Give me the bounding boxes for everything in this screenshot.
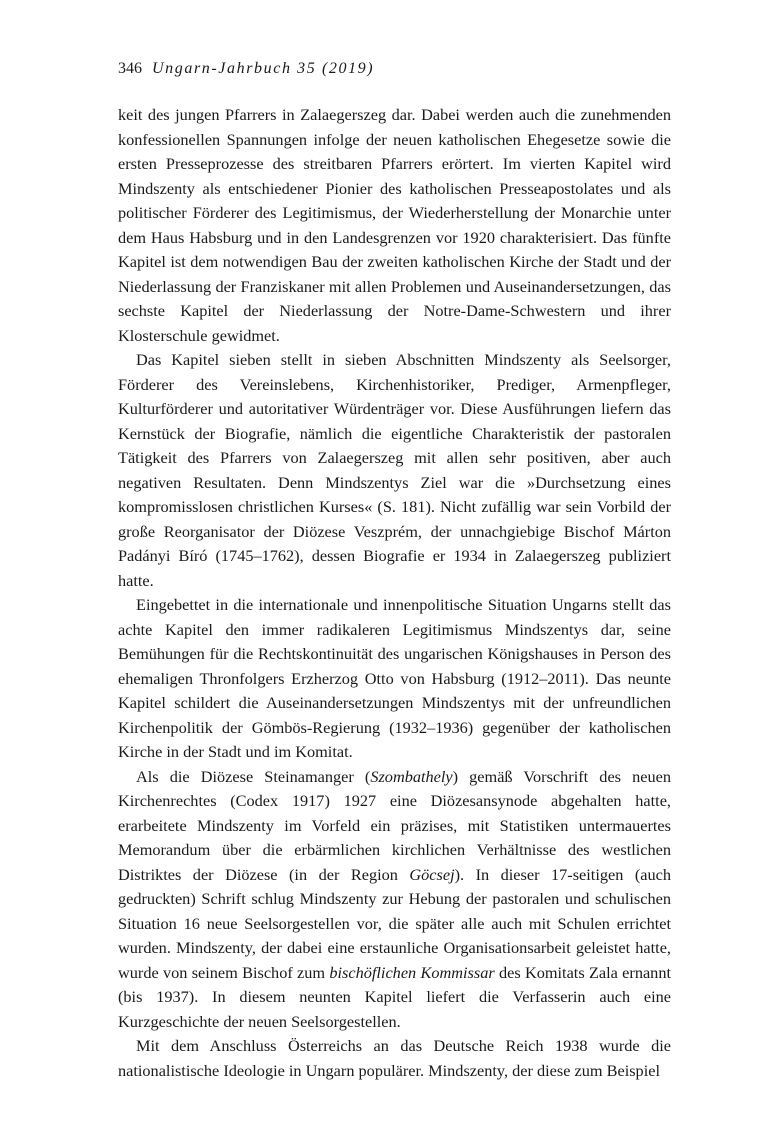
text-run: Das Kapitel sieben stellt in sieben Abschnitten Mindszenty als Seelsorger, Förderer des Vereinslebens, Kirchenhistoriker, Prediger, Armenpfleger, Kulturförderer und autoritativer Würdenträger vor. Diese Ausführungen liefern das Kernstück der Biografie, nämlich die eigentliche Charakteristik der pastoralen Tätigkeit des Pfarrers von Zalaegerszeg mit allen sehr positiven, aber auch negativen Resultaten. Denn Mindszentys Ziel war die »Durchsetzung eines kompromisslosen christlichen Kurses« (S. 181). Nicht zufällig war sein Vorbild der große Reorganisator der Diözese Veszprém, der unnachgiebige Bischof Márton Padányi Bíró (1745–1762), dessen Biografie er 1934 in Zalaegerszeg publiziert hatte. — [118, 350, 671, 590]
text-run: ) gemäß Vorschrift des neuen Kirchenrechtes (Codex 1917) 1927 eine Diözesansynode abgehalten hatte, erarbeitete Mindszenty im Vorfeld ein präzises, mit Statistiken untermauertes Memorandum über die erbärmlichen kirchlichen Verhältnisse des westlichen Distriktes der Diözese (in der Region — [118, 766, 671, 884]
page-number: 346 — [118, 60, 142, 77]
paragraph — [118, 348, 671, 593]
running-head — [118, 58, 671, 80]
paragraph — [118, 1034, 671, 1083]
journal-title: Ungarn-Jahrbuch 35 (2019) — [152, 60, 375, 77]
text-run: ). In dieser 17-seitigen (auch gedruckten) Schrift schlug Mindszenty zur Hebung der pastoralen und schulischen Situation 16 neue Seelsorgestellen vor, die später alle auch mit Schulen errichtet wurden. Mindszenty, der dabei eine erstaunliche Organisationsarbeit geleistet hatte, wurde von seinem Bischof zum — [118, 864, 671, 982]
italic-text: bischöflichen Kommissar — [329, 962, 495, 982]
paragraph — [118, 593, 671, 765]
text-run: Als die Diözese Steinamanger ( — [136, 766, 371, 786]
italic-text: Szombathely — [370, 766, 453, 786]
document-page — [118, 58, 671, 1083]
text-run: Mit dem Anschluss Österreichs an das Deutsche Reich 1938 wurde die nationalistische Ideologie in Ungarn populärer. Mindszenty, der diese zum Beispiel — [118, 1036, 671, 1080]
italic-text: Göcsej — [409, 864, 455, 884]
paragraph — [118, 765, 671, 1035]
text-run: des Komitats Zala ernannt (bis 1937). In diesem neunten Kapitel liefert die Verfasserin auch eine Kurzgeschichte der neuen Seelsorgestellen. — [118, 962, 671, 1031]
paragraph — [118, 103, 671, 348]
text-run: keit des jungen Pfarrers in Zalaegerszeg dar. Dabei werden auch die zunehmenden konfessionellen Spannungen infolge der neuen katholischen Ehegesetze sowie die ersten Presseprozesse des streitbaren Pfarrers erörtert. Im vierten Kapitel wird Mindszenty als entschiedener Pionier des katholischen Presseapostolates und als politischer Förderer des Legitimismus, der Wiederherstellung der Monarchie unter dem Haus Habsburg und in den Landesgrenzen vor 1920 charakterisiert. Das fünfte Kapitel ist dem notwendigen Bau der zweiten katholischen Kirche der Stadt und der Niederlassung der Franziskaner mit allen Problemen und Auseinandersetzungen, das sechste Kapitel der Niederlassung der Notre-Dame-Schwestern und ihrer Klosterschule gewidmet. — [118, 105, 671, 345]
text-run: Eingebettet in die internationale und innenpolitische Situation Ungarns stellt das achte Kapitel den immer radikaleren Legitimismus Mindszentys dar, seine Bemühungen für die Rechtskontinuität des ungarischen Königshauses in Person des ehemaligen Thronfolgers Erzherzog Otto von Habsburg (1912–2011). Das neunte Kapitel schildert die Auseinandersetzungen Mindszentys mit der unfreundlichen Kirchenpolitik der Gömbös-Regierung (1932–1936) gegenüber der katholischen Kirche in der Stadt und im Komitat. — [118, 595, 671, 761]
body-text — [118, 103, 671, 1083]
